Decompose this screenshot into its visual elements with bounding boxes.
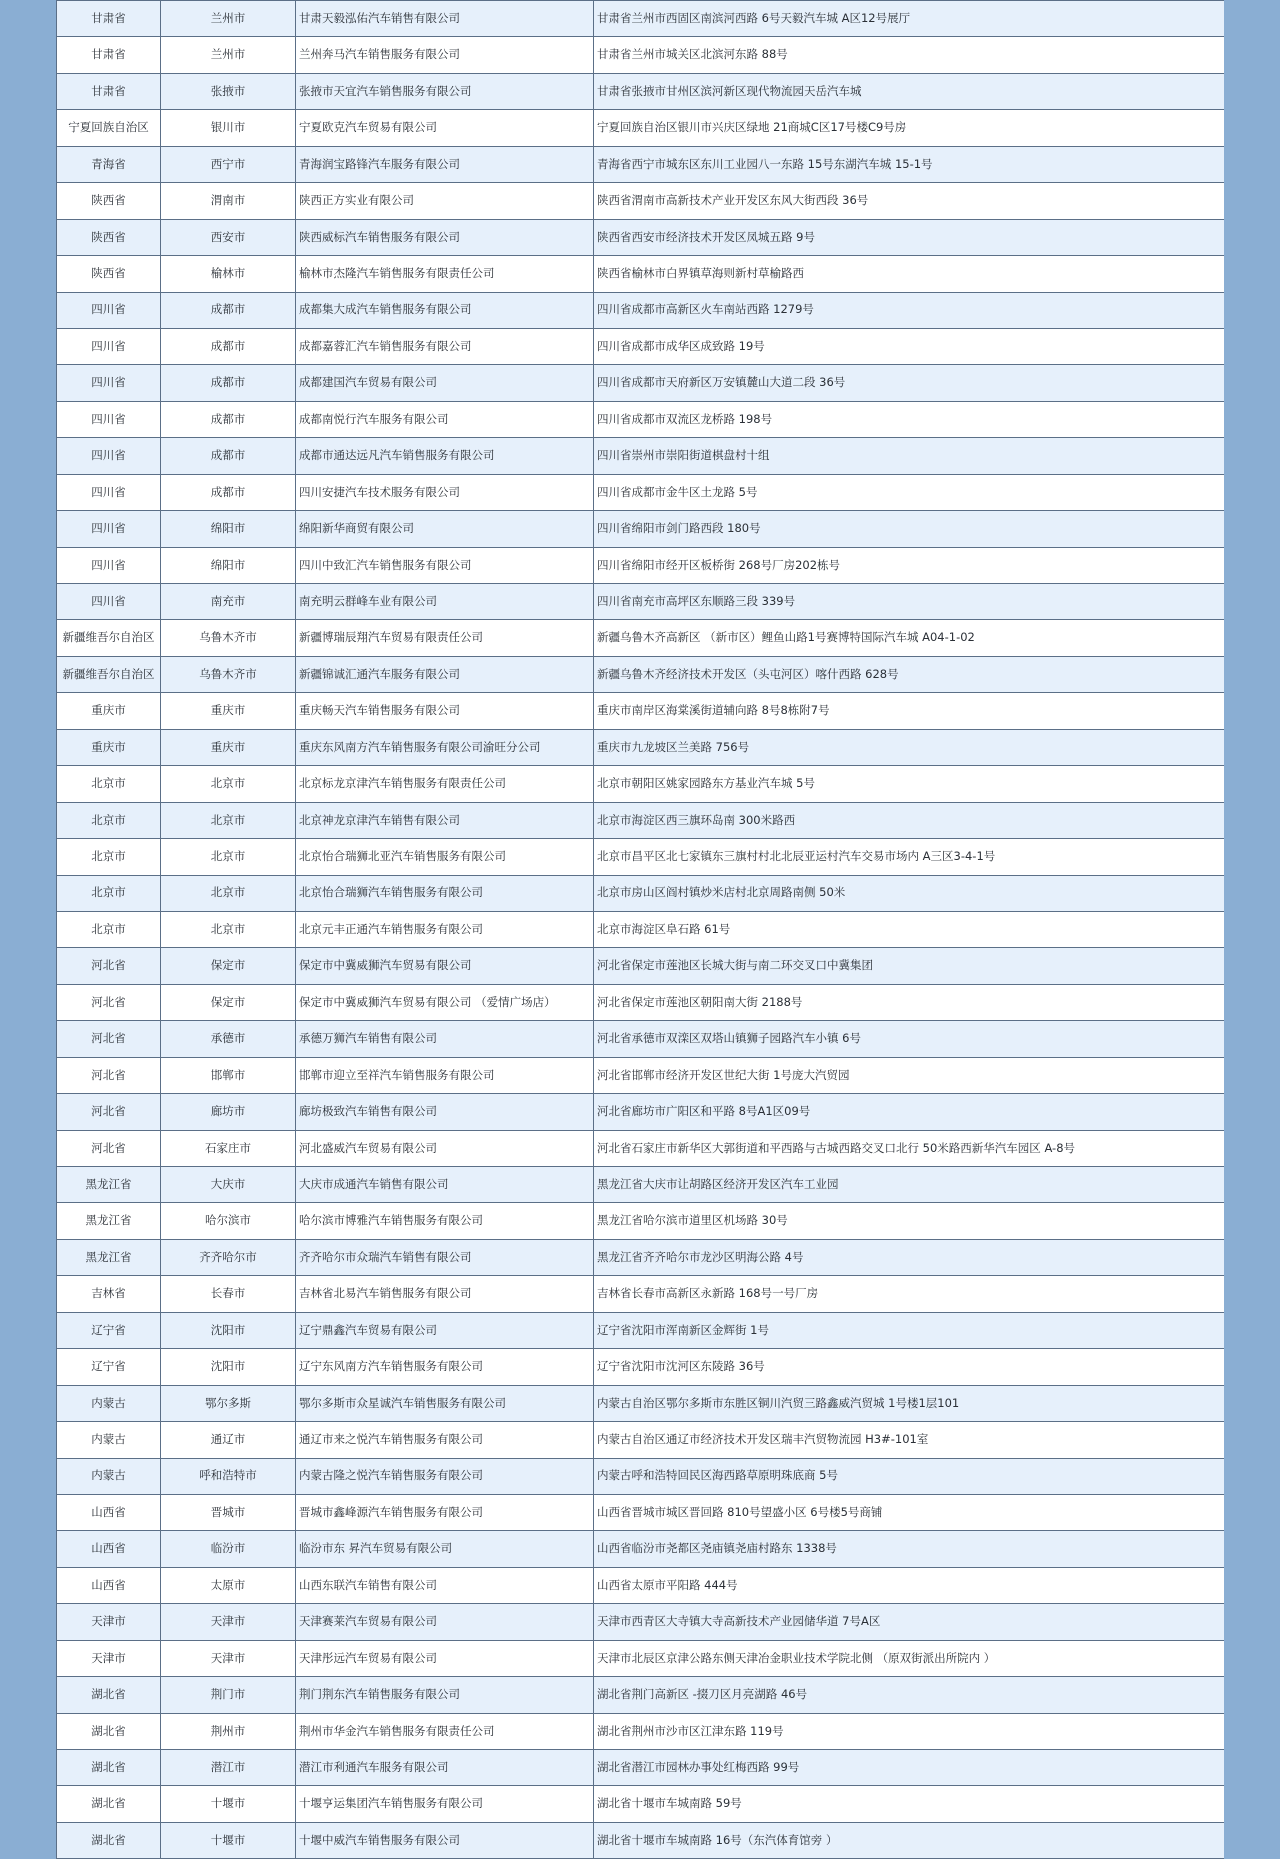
table-row <box>57 1094 1225 1130</box>
address-cell: 新疆乌鲁木齐高新区 （新市区）鲤鱼山路1号赛博特国际汽车城 A04-1-02 <box>594 620 1225 656</box>
table-row <box>57 547 1225 583</box>
province-cell: 青海省 <box>57 146 161 182</box>
address-cell: 内蒙古自治区通辽市经济技术开发区瑞丰汽贸物流园 H3#-101室 <box>594 1422 1225 1458</box>
city-cell: 绵阳市 <box>161 511 296 547</box>
province-cell: 内蒙古 <box>57 1422 161 1458</box>
address-cell: 河北省承德市双滦区双塔山镇狮子园路汽车小镇 6号 <box>594 1021 1225 1057</box>
province-cell: 河北省 <box>57 948 161 984</box>
city-cell: 石家庄市 <box>161 1130 296 1166</box>
address-cell: 山西省晋城市城区晋回路 810号望盛小区 6号楼5号商铺 <box>594 1494 1225 1530</box>
address-cell: 陕西省榆林市白界镇草海则新村草榆路西 <box>594 256 1225 292</box>
province-cell: 湖北省 <box>57 1677 161 1713</box>
table-row <box>57 1822 1225 1858</box>
address-cell: 新疆乌鲁木齐经济技术开发区（头屯河区）喀什西路 628号 <box>594 656 1225 692</box>
table-row <box>57 219 1225 255</box>
city-cell: 十堰市 <box>161 1822 296 1858</box>
company-cell: 廊坊极致汽车销售有限公司 <box>296 1094 594 1130</box>
province-cell: 湖北省 <box>57 1750 161 1786</box>
company-cell: 荆门荆东汽车销售服务有限公司 <box>296 1677 594 1713</box>
table-row <box>57 474 1225 510</box>
province-cell: 内蒙古 <box>57 1385 161 1421</box>
city-cell: 成都市 <box>161 292 296 328</box>
company-cell: 成都集大成汽车销售服务有限公司 <box>296 292 594 328</box>
city-cell: 银川市 <box>161 110 296 146</box>
province-cell: 新疆维吾尔自治区 <box>57 656 161 692</box>
table-row <box>57 656 1225 692</box>
company-cell: 新疆博瑞辰翔汽车贸易有限责任公司 <box>296 620 594 656</box>
address-cell: 甘肃省兰州市城关区北滨河东路 88号 <box>594 37 1225 73</box>
address-cell: 山西省临汾市尧都区尧庙镇尧庙村路东 1338号 <box>594 1531 1225 1567</box>
table-row <box>57 1021 1225 1057</box>
table-row <box>57 620 1225 656</box>
address-cell: 重庆市九龙坡区兰美路 756号 <box>594 729 1225 765</box>
company-cell: 绵阳新华商贸有限公司 <box>296 511 594 547</box>
company-cell: 哈尔滨市博雅汽车销售服务有限公司 <box>296 1203 594 1239</box>
dealer-table-sheet <box>56 0 1224 1859</box>
province-cell: 天津市 <box>57 1640 161 1676</box>
city-cell: 西宁市 <box>161 146 296 182</box>
table-row <box>57 1713 1225 1749</box>
city-cell: 成都市 <box>161 401 296 437</box>
address-cell: 湖北省潜江市园林办事处红梅西路 99号 <box>594 1750 1225 1786</box>
company-cell: 保定市中冀威狮汽车贸易有限公司 （爱情广场店） <box>296 984 594 1020</box>
table-row <box>57 875 1225 911</box>
city-cell: 十堰市 <box>161 1786 296 1822</box>
address-cell: 湖北省十堰市车城南路 59号 <box>594 1786 1225 1822</box>
city-cell: 通辽市 <box>161 1422 296 1458</box>
company-cell: 成都市通达远凡汽车销售服务有限公司 <box>296 438 594 474</box>
province-cell: 四川省 <box>57 438 161 474</box>
table-row <box>57 438 1225 474</box>
company-cell: 四川安捷汽车技术服务有限公司 <box>296 474 594 510</box>
table-row <box>57 183 1225 219</box>
city-cell: 北京市 <box>161 875 296 911</box>
address-cell: 内蒙古自治区鄂尔多斯市东胜区铜川汽贸三路鑫威汽贸城 1号楼1层101 <box>594 1385 1225 1421</box>
city-cell: 天津市 <box>161 1604 296 1640</box>
province-cell: 宁夏回族自治区 <box>57 110 161 146</box>
city-cell: 北京市 <box>161 766 296 802</box>
company-cell: 陕西正方实业有限公司 <box>296 183 594 219</box>
address-cell: 黑龙江省齐齐哈尔市龙沙区明海公路 4号 <box>594 1239 1225 1275</box>
province-cell: 四川省 <box>57 547 161 583</box>
table-row <box>57 584 1225 620</box>
address-cell: 四川省南充市高坪区东顺路三段 339号 <box>594 584 1225 620</box>
address-cell: 辽宁省沈阳市浑南新区金辉街 1号 <box>594 1312 1225 1348</box>
table-row <box>57 693 1225 729</box>
address-cell: 四川省成都市金牛区土龙路 5号 <box>594 474 1225 510</box>
company-cell: 四川中致汇汽车销售服务有限公司 <box>296 547 594 583</box>
company-cell: 山西东联汽车销售有限公司 <box>296 1567 594 1603</box>
city-cell: 临汾市 <box>161 1531 296 1567</box>
company-cell: 成都嘉蓉汇汽车销售服务有限公司 <box>296 328 594 364</box>
province-cell: 北京市 <box>57 875 161 911</box>
table-row <box>57 73 1225 109</box>
province-cell: 四川省 <box>57 292 161 328</box>
company-cell: 新疆锦诚汇通汽车服务有限公司 <box>296 656 594 692</box>
province-cell: 陕西省 <box>57 183 161 219</box>
address-cell: 河北省廊坊市广阳区和平路 8号A1区09号 <box>594 1094 1225 1130</box>
province-cell: 陕西省 <box>57 256 161 292</box>
table-row <box>57 1494 1225 1530</box>
table-row <box>57 911 1225 947</box>
address-cell: 北京市朝阳区姚家园路东方基业汽车城 5号 <box>594 766 1225 802</box>
table-row <box>57 1203 1225 1239</box>
table-row <box>57 1750 1225 1786</box>
company-cell: 齐齐哈尔市众瑞汽车销售有限公司 <box>296 1239 594 1275</box>
table-row <box>57 1130 1225 1166</box>
address-cell: 天津市北辰区京津公路东侧天津冶金职业技术学院北侧 （原双街派出所院内 ） <box>594 1640 1225 1676</box>
city-cell: 成都市 <box>161 328 296 364</box>
city-cell: 荆州市 <box>161 1713 296 1749</box>
province-cell: 陕西省 <box>57 219 161 255</box>
address-cell: 陕西省西安市经济技术开发区凤城五路 9号 <box>594 219 1225 255</box>
city-cell: 沈阳市 <box>161 1349 296 1385</box>
address-cell: 天津市西青区大寺镇大寺高新技术产业园储华道 7号A区 <box>594 1604 1225 1640</box>
company-cell: 榆林市杰隆汽车销售服务有限责任公司 <box>296 256 594 292</box>
table-row <box>57 1531 1225 1567</box>
company-cell: 鄂尔多斯市众星诚汽车销售服务有限公司 <box>296 1385 594 1421</box>
city-cell: 保定市 <box>161 948 296 984</box>
company-cell: 通辽市来之悦汽车销售服务有限公司 <box>296 1422 594 1458</box>
company-cell: 陕西威标汽车销售服务有限公司 <box>296 219 594 255</box>
province-cell: 重庆市 <box>57 693 161 729</box>
city-cell: 南充市 <box>161 584 296 620</box>
table-row <box>57 292 1225 328</box>
address-cell: 四川省崇州市崇阳街道棋盘村十组 <box>594 438 1225 474</box>
address-cell: 湖北省荆州市沙市区江津东路 119号 <box>594 1713 1225 1749</box>
province-cell: 甘肃省 <box>57 1 161 37</box>
company-cell: 十堰中威汽车销售服务有限公司 <box>296 1822 594 1858</box>
company-cell: 天津彤远汽车贸易有限公司 <box>296 1640 594 1676</box>
company-cell: 成都建国汽车贸易有限公司 <box>296 365 594 401</box>
company-cell: 成都南悦行汽车服务有限公司 <box>296 401 594 437</box>
address-cell: 四川省成都市成华区成致路 19号 <box>594 328 1225 364</box>
province-cell: 黑龙江省 <box>57 1167 161 1203</box>
address-cell: 内蒙古呼和浩特回民区海西路草原明珠底商 5号 <box>594 1458 1225 1494</box>
province-cell: 山西省 <box>57 1494 161 1530</box>
address-cell: 陕西省渭南市高新技术产业开发区东风大街西段 36号 <box>594 183 1225 219</box>
table-row <box>57 1276 1225 1312</box>
company-cell: 河北盛威汽车贸易有限公司 <box>296 1130 594 1166</box>
address-cell: 黑龙江省哈尔滨市道里区机场路 30号 <box>594 1203 1225 1239</box>
company-cell: 天津赛莱汽车贸易有限公司 <box>296 1604 594 1640</box>
province-cell: 河北省 <box>57 1021 161 1057</box>
province-cell: 河北省 <box>57 984 161 1020</box>
table-row <box>57 1422 1225 1458</box>
company-cell: 潜江市利通汽车服务有限公司 <box>296 1750 594 1786</box>
address-cell: 河北省保定市莲池区朝阳南大街 2188号 <box>594 984 1225 1020</box>
company-cell: 张掖市天宜汽车销售服务有限公司 <box>296 73 594 109</box>
address-cell: 北京市海淀区西三旗环岛南 300米路西 <box>594 802 1225 838</box>
city-cell: 廊坊市 <box>161 1094 296 1130</box>
province-cell: 新疆维吾尔自治区 <box>57 620 161 656</box>
province-cell: 四川省 <box>57 365 161 401</box>
city-cell: 长春市 <box>161 1276 296 1312</box>
table-row <box>57 984 1225 1020</box>
company-cell: 甘肃天毅泓佑汽车销售有限公司 <box>296 1 594 37</box>
province-cell: 北京市 <box>57 839 161 875</box>
table-row <box>57 1057 1225 1093</box>
table-row <box>57 1349 1225 1385</box>
company-cell: 辽宁东风南方汽车销售服务有限公司 <box>296 1349 594 1385</box>
address-cell: 青海省西宁市城东区东川工业园八一东路 15号东湖汽车城 15-1号 <box>594 146 1225 182</box>
province-cell: 湖北省 <box>57 1822 161 1858</box>
province-cell: 四川省 <box>57 401 161 437</box>
company-cell: 十堰亨运集团汽车销售服务有限公司 <box>296 1786 594 1822</box>
province-cell: 吉林省 <box>57 1276 161 1312</box>
table-row <box>57 766 1225 802</box>
address-cell: 河北省邯郸市经济开发区世纪大街 1号庞大汽贸园 <box>594 1057 1225 1093</box>
province-cell: 黑龙江省 <box>57 1203 161 1239</box>
table-row <box>57 328 1225 364</box>
province-cell: 内蒙古 <box>57 1458 161 1494</box>
city-cell: 北京市 <box>161 839 296 875</box>
dealer-table-body <box>57 1 1225 1859</box>
address-cell: 辽宁省沈阳市沈河区东陵路 36号 <box>594 1349 1225 1385</box>
table-row <box>57 839 1225 875</box>
address-cell: 四川省成都市天府新区万安镇麓山大道二段 36号 <box>594 365 1225 401</box>
city-cell: 鄂尔多斯 <box>161 1385 296 1421</box>
table-row <box>57 1604 1225 1640</box>
city-cell: 荆门市 <box>161 1677 296 1713</box>
company-cell: 内蒙古隆之悦汽车销售服务有限公司 <box>296 1458 594 1494</box>
city-cell: 太原市 <box>161 1567 296 1603</box>
table-row <box>57 1385 1225 1421</box>
company-cell: 晋城市鑫峰源汽车销售服务有限公司 <box>296 1494 594 1530</box>
address-cell: 重庆市南岸区海棠溪街道辅向路 8号8栋附7号 <box>594 693 1225 729</box>
city-cell: 乌鲁木齐市 <box>161 656 296 692</box>
province-cell: 四川省 <box>57 511 161 547</box>
company-cell: 大庆市成通汽车销售有限公司 <box>296 1167 594 1203</box>
table-row <box>57 948 1225 984</box>
city-cell: 成都市 <box>161 438 296 474</box>
address-cell: 甘肃省张掖市甘州区滨河新区现代物流园天岳汽车城 <box>594 73 1225 109</box>
city-cell: 张掖市 <box>161 73 296 109</box>
city-cell: 成都市 <box>161 365 296 401</box>
city-cell: 承德市 <box>161 1021 296 1057</box>
province-cell: 辽宁省 <box>57 1349 161 1385</box>
city-cell: 沈阳市 <box>161 1312 296 1348</box>
city-cell: 榆林市 <box>161 256 296 292</box>
table-row <box>57 729 1225 765</box>
table-row <box>57 256 1225 292</box>
province-cell: 湖北省 <box>57 1786 161 1822</box>
company-cell: 北京元丰正通汽车销售服务有限公司 <box>296 911 594 947</box>
address-cell: 甘肃省兰州市西固区南滨河西路 6号天毅汽车城 A区12号展厅 <box>594 1 1225 37</box>
company-cell: 邯郸市迎立至祥汽车销售服务有限公司 <box>296 1057 594 1093</box>
province-cell: 河北省 <box>57 1057 161 1093</box>
table-row <box>57 365 1225 401</box>
province-cell: 北京市 <box>57 766 161 802</box>
province-cell: 湖北省 <box>57 1713 161 1749</box>
address-cell: 北京市昌平区北七家镇东三旗村村北北辰亚运村汽车交易市场内 A三区3-4-1号 <box>594 839 1225 875</box>
city-cell: 兰州市 <box>161 37 296 73</box>
table-row <box>57 802 1225 838</box>
province-cell: 四川省 <box>57 474 161 510</box>
table-row <box>57 1312 1225 1348</box>
city-cell: 哈尔滨市 <box>161 1203 296 1239</box>
table-row <box>57 1167 1225 1203</box>
city-cell: 北京市 <box>161 802 296 838</box>
address-cell: 北京市房山区阎村镇炒米店村北京周路南侧 50米 <box>594 875 1225 911</box>
company-cell: 保定市中冀威狮汽车贸易有限公司 <box>296 948 594 984</box>
city-cell: 重庆市 <box>161 693 296 729</box>
table-row <box>57 1677 1225 1713</box>
table-row <box>57 37 1225 73</box>
city-cell: 成都市 <box>161 474 296 510</box>
address-cell: 吉林省长春市高新区永新路 168号一号厂房 <box>594 1276 1225 1312</box>
table-row <box>57 1567 1225 1603</box>
address-cell: 河北省保定市莲池区长城大街与南二环交叉口中冀集团 <box>594 948 1225 984</box>
address-cell: 四川省绵阳市剑门路西段 180号 <box>594 511 1225 547</box>
city-cell: 潜江市 <box>161 1750 296 1786</box>
company-cell: 兰州奔马汽车销售服务有限公司 <box>296 37 594 73</box>
address-cell: 四川省绵阳市经开区板桥街 268号厂房202栋号 <box>594 547 1225 583</box>
address-cell: 四川省成都市高新区火车南站西路 1279号 <box>594 292 1225 328</box>
city-cell: 兰州市 <box>161 1 296 37</box>
address-cell: 湖北省荆门高新区 -掇刀区月亮湖路 46号 <box>594 1677 1225 1713</box>
table-row <box>57 1458 1225 1494</box>
province-cell: 天津市 <box>57 1604 161 1640</box>
table-row <box>57 511 1225 547</box>
table-row <box>57 110 1225 146</box>
company-cell: 承德万狮汽车销售有限公司 <box>296 1021 594 1057</box>
company-cell: 临汾市东 昇汽车贸易有限公司 <box>296 1531 594 1567</box>
city-cell: 渭南市 <box>161 183 296 219</box>
province-cell: 山西省 <box>57 1567 161 1603</box>
city-cell: 天津市 <box>161 1640 296 1676</box>
company-cell: 吉林省北易汽车销售服务有限公司 <box>296 1276 594 1312</box>
province-cell: 甘肃省 <box>57 37 161 73</box>
province-cell: 河北省 <box>57 1094 161 1130</box>
company-cell: 青海润宝路锋汽车服务有限公司 <box>296 146 594 182</box>
province-cell: 山西省 <box>57 1531 161 1567</box>
city-cell: 邯郸市 <box>161 1057 296 1093</box>
province-cell: 甘肃省 <box>57 73 161 109</box>
company-cell: 宁夏欧克汽车贸易有限公司 <box>296 110 594 146</box>
city-cell: 呼和浩特市 <box>161 1458 296 1494</box>
dealer-table <box>56 0 1224 1859</box>
province-cell: 黑龙江省 <box>57 1239 161 1275</box>
city-cell: 西安市 <box>161 219 296 255</box>
company-cell: 重庆畅天汽车销售服务有限公司 <box>296 693 594 729</box>
address-cell: 宁夏回族自治区银川市兴庆区绿地 21商城C区17号楼C9号房 <box>594 110 1225 146</box>
company-cell: 南充明云群峰车业有限公司 <box>296 584 594 620</box>
company-cell: 重庆东风南方汽车销售服务有限公司渝旺分公司 <box>296 729 594 765</box>
company-cell: 北京神龙京津汽车销售有限公司 <box>296 802 594 838</box>
city-cell: 晋城市 <box>161 1494 296 1530</box>
table-row <box>57 1239 1225 1275</box>
city-cell: 保定市 <box>161 984 296 1020</box>
city-cell: 重庆市 <box>161 729 296 765</box>
company-cell: 辽宁鼎鑫汽车贸易有限公司 <box>296 1312 594 1348</box>
address-cell: 黑龙江省大庆市让胡路区经济开发区汽车工业园 <box>594 1167 1225 1203</box>
city-cell: 绵阳市 <box>161 547 296 583</box>
table-row <box>57 401 1225 437</box>
company-cell: 荆州市华金汽车销售服务有限责任公司 <box>296 1713 594 1749</box>
address-cell: 北京市海淀区阜石路 61号 <box>594 911 1225 947</box>
city-cell: 大庆市 <box>161 1167 296 1203</box>
province-cell: 四川省 <box>57 328 161 364</box>
city-cell: 北京市 <box>161 911 296 947</box>
city-cell: 齐齐哈尔市 <box>161 1239 296 1275</box>
province-cell: 四川省 <box>57 584 161 620</box>
province-cell: 辽宁省 <box>57 1312 161 1348</box>
address-cell: 四川省成都市双流区龙桥路 198号 <box>594 401 1225 437</box>
province-cell: 北京市 <box>57 911 161 947</box>
province-cell: 北京市 <box>57 802 161 838</box>
address-cell: 河北省石家庄市新华区大郭街道和平西路与古城西路交叉口北行 50米路西新华汽车园区 A-8号 <box>594 1130 1225 1166</box>
address-cell: 山西省太原市平阳路 444号 <box>594 1567 1225 1603</box>
province-cell: 重庆市 <box>57 729 161 765</box>
company-cell: 北京怡合瑞狮北亚汽车销售服务有限公司 <box>296 839 594 875</box>
table-row <box>57 146 1225 182</box>
address-cell: 湖北省十堰市车城南路 16号（东汽体育馆旁 ） <box>594 1822 1225 1858</box>
province-cell: 河北省 <box>57 1130 161 1166</box>
table-row <box>57 1640 1225 1676</box>
table-row <box>57 1 1225 37</box>
company-cell: 北京怡合瑞狮汽车销售服务有限公司 <box>296 875 594 911</box>
table-row <box>57 1786 1225 1822</box>
company-cell: 北京标龙京津汽车销售服务有限责任公司 <box>296 766 594 802</box>
city-cell: 乌鲁木齐市 <box>161 620 296 656</box>
